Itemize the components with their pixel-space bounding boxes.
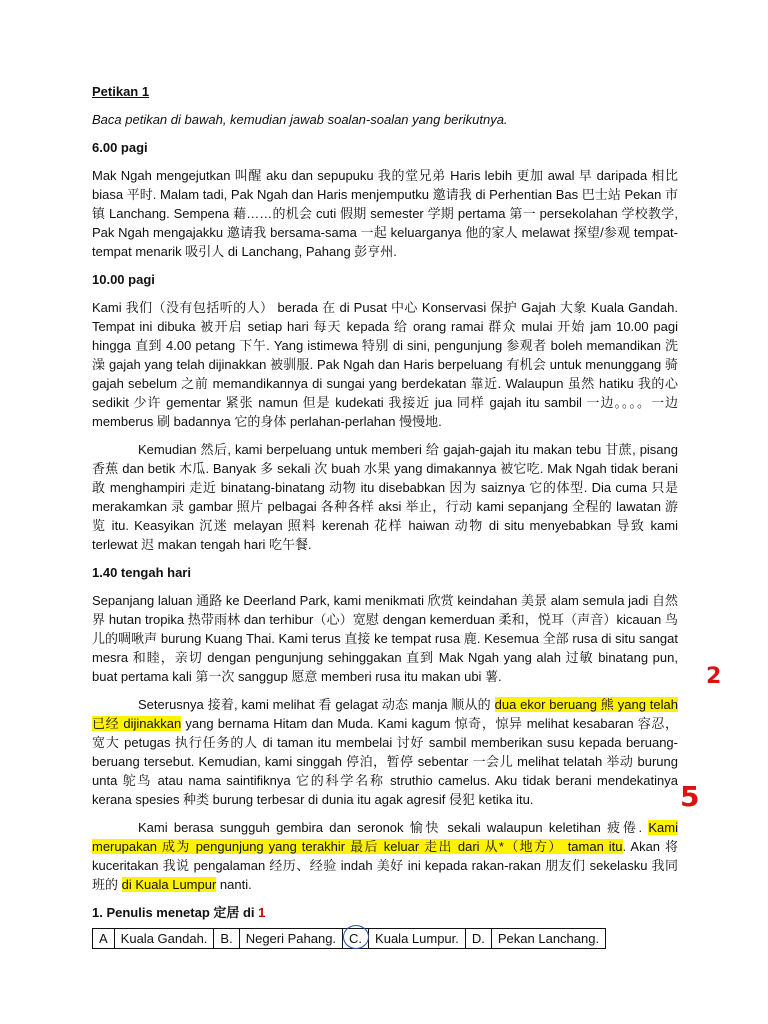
highlighted-text: di Kuala Lumpur	[121, 877, 217, 892]
text-run: . Akan 将 kuceritakan 我说 pengalaman 经历、经验 indah 美好 ini kepada rakan-rakan 朋友们 sekelasku 我同班的	[92, 839, 678, 892]
circled-answer: C.	[349, 931, 363, 946]
options-table	[92, 928, 606, 949]
handwritten-annotation: 5	[680, 780, 700, 813]
section-time: 10.00 pagi	[92, 272, 155, 287]
text-run: yang bernama Hitam dan Muda. Kami kagum 惊奇，惊异 melihat kesabaran 容忍，宽大 petugas 执行任务的人 di taman itu membelai 讨好 sambil memberikan susu kepada beruang-beruang tersebut. Kemudian, kami singgah 停泊，暂停 sebentar 一会儿 melihat telatah 举动 burung unta 鸵鸟 atau nama saintifiknya 它的科学名称 struthio camelus. Aku tidak berani mendekatinya kerana spesies 种类 burung terbesar di dunia itu agak agresif 侵犯 ketika itu.	[92, 716, 678, 807]
paragraph: Mak Ngah mengejutkan 叫醒 aku dan sepupuku 我的堂兄弟 Haris lebih 更加 awal 早 daripada 相比 biasa 平时. Malam tadi, Pak Ngah dan Haris menjemputku 邀请我 di Perhentian Bas 巴士站 Pekan 市镇 Lanchang. Sempena 藉……的机会 cuti 假期 semester 学期 pertama 第一 persekolahan 学校教学, Pak Ngah mengajakku 邀请我 bersama-sama 一起 keluarganya 他的家人 melawat 探望/参观 tempat-tempat menarik 吸引人 di Lanchang, Pahang 彭亨州.	[92, 168, 678, 259]
highlighted-text: Kami merupakan 成为 pengunjung yang terakhir 最后 keluar 走出 dari 从*（地方） taman itu	[92, 820, 678, 854]
paragraph	[92, 695, 678, 809]
section-time: 6.00 pagi	[92, 140, 148, 155]
handwritten-mark: 1	[258, 905, 266, 920]
option-letter-circled[interactable]	[343, 929, 369, 949]
text-run: nanti.	[216, 877, 252, 892]
option-letter[interactable]: D.	[465, 929, 491, 949]
passage-title: Petikan 1	[92, 84, 150, 99]
text-run: Seterusnya 接着, kami melihat 看 gelagat 动态 manja 顺从的	[138, 697, 495, 712]
instruction: Baca petikan di bawah, kemudian jawab soalan-soalan yang berikutnya.	[92, 112, 508, 127]
section-time: 1.40 tengah hari	[92, 565, 191, 580]
option-text[interactable]: Negeri Pahang.	[239, 929, 342, 949]
question	[92, 903, 678, 922]
option-letter[interactable]: A	[93, 929, 115, 949]
option-text[interactable]: Pekan Lanchang.	[491, 929, 605, 949]
option-letter[interactable]: B.	[214, 929, 239, 949]
paragraph: Kemudian 然后, kami berpeluang untuk memberi 给 gajah-gajah itu makan tebu 甘蔗, pisang 香蕉 dan betik 木瓜. Banyak 多 sekali 次 buah 水果 yang dimakannya 被它吃. Mak Ngah tidak berani 敢 menghampiri 走近 binatang-binatang 动物 itu disebabkan 因为 saiznya 它的体型. Dia cuma 只是 merakamkan 录 gambar 照片 pelbagai 各种各样 aksi 举止，行动 kami sepanjang 全程的 lawatan 游览 itu. Keasyikan 沉迷 melayan 照料 kerenah 花样 haiwan 动物 di situ menyebabkan 导致 kami terlewat 迟 makan tengah hari 吃午餐.	[92, 442, 678, 552]
paragraph	[92, 818, 678, 894]
question-text: 1. Penulis menetap 定居 di	[92, 905, 255, 920]
option-text[interactable]: Kuala Lumpur.	[369, 929, 466, 949]
text-run: Kami berasa sungguh gembira dan seronok 愉快 sekali walaupun keletihan 疲倦.	[138, 820, 649, 835]
handwritten-annotation: 2	[706, 664, 722, 689]
option-text[interactable]: Kuala Gandah.	[114, 929, 214, 949]
paragraph: Kami 我们（没有包括听的人） berada 在 di Pusat 中心 Konservasi 保护 Gajah 大象 Kuala Gandah. Tempat ini dibuka 被开启 setiap hari 每天 kepada 给 orang ramai 群众 mulai 开始 jam 10.00 pagi hingga 直到 4.00 petang 下午. Yang istimewa 特别 di sini, pengunjung 参观者 boleh memandikan 洗澡 gajah yang telah dijinakkan 被驯服. Pak Ngah dan Haris berpeluang 有机会 untuk menunggang 骑 gajah sebelum 之前 memandikannya di sungai yang berdekatan 靠近. Walaupun 虽然 hatiku 我的心 sedikit 少许 gementar 紧张 namun 但是 kudekati 我接近 jua 同样 gajah itu sambil 一边。。。。一边 memberus 刷 badannya 它的身体 perlahan-perlahan 慢慢地.	[92, 300, 678, 429]
paragraph: Sepanjang laluan 通路 ke Deerland Park, kami menikmati 欣赏 keindahan 美景 alam semula jadi 自然界 hutan tropika 热带雨林 dan terhibur（心）宽慰 dengan kemerduan 柔和，悦耳（声音）kicauan 鸟儿的啁啾声 burung Kuang Thai. Kami terus 直接 ke tempat rusa 鹿. Kesemua 全部 rusa di situ sangat mesra 和睦，亲切 dengan pengunjung sehinggakan 直到 Mak Ngah yang alah 过敏 binatang pun, buat pertama kali 第一次 sanggup 愿意 memberi rusa itu makan ubi 薯.	[92, 593, 678, 684]
document-page	[92, 82, 678, 949]
highlighted-text: dua ekor beruang 熊 yang telah 已经 dijinakkan	[92, 697, 678, 731]
